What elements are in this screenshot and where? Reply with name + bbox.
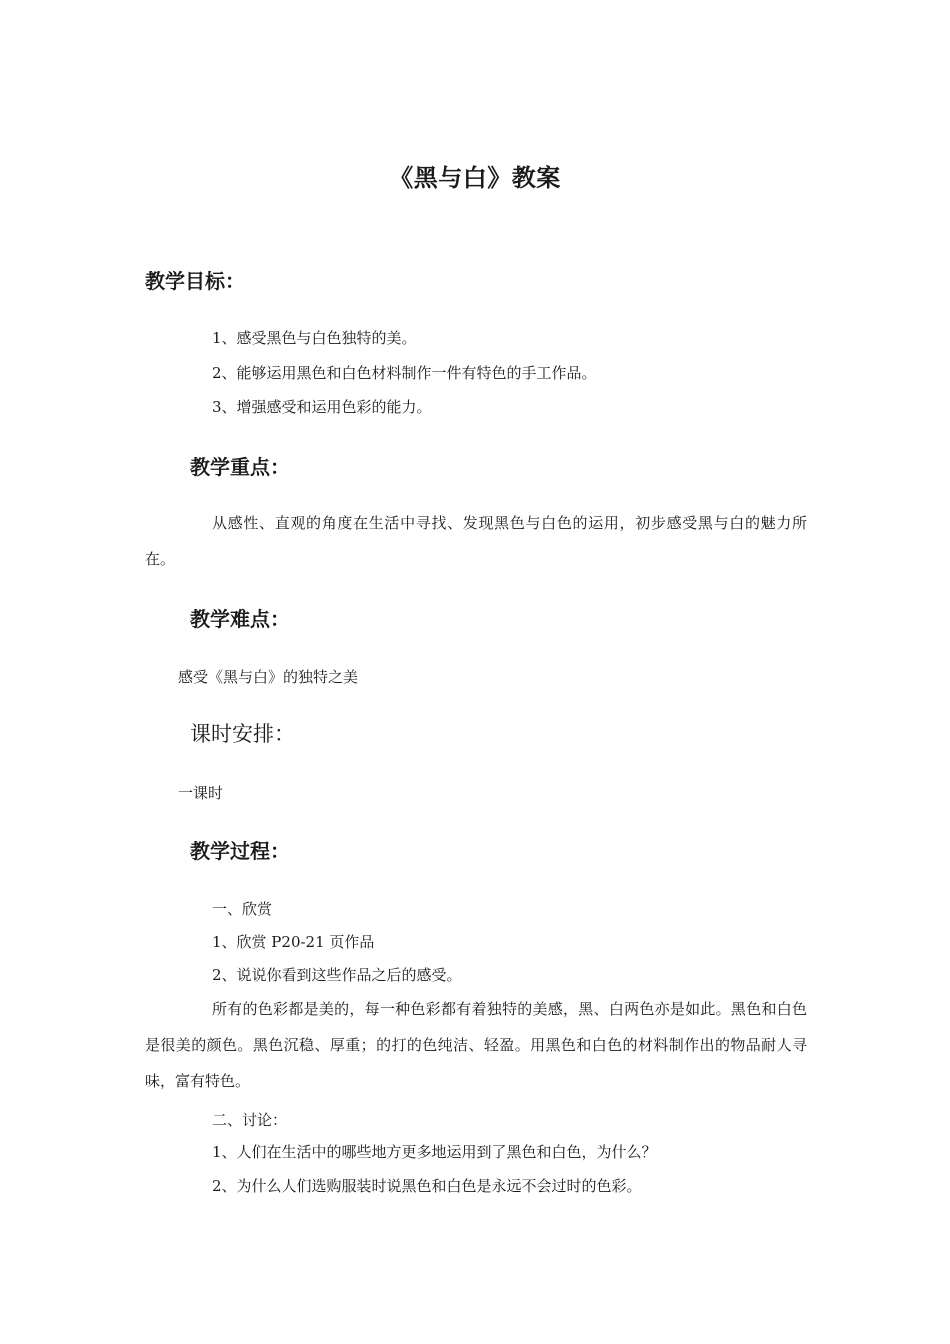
section1-item-2: 2、说说你看到这些作品之后的感受。: [212, 966, 462, 984]
objectives-heading: 教学目标：: [145, 269, 245, 293]
schedule-heading: 课时安排：: [190, 722, 295, 746]
section2-item-2: 2、为什么人们选购服装时说黑色和白色是永远不会过时的色彩。: [212, 1177, 642, 1195]
section1-item-1: 1、欣赏 P20-21 页作品: [212, 933, 375, 951]
schedule-text: 一课时: [178, 784, 224, 802]
key-points-text: 从感性、直观的角度在生活中寻找、发现黑色与白色的运用，初步感受黑与白的魅力所在。: [145, 514, 807, 568]
document-title: 《黑与白》教案: [389, 164, 561, 192]
objective-item-3: 3、增强感受和运用色彩的能力。: [212, 398, 432, 416]
objective-item-1: 1、感受黑色与白色独特的美。: [212, 329, 417, 347]
section1-paragraph: 所有的色彩都是美的，每一种色彩都有着独特的美感，黑、白两色亦是如此。黑色和白色是很美的颜色。黑色沉稳、厚重；的打的色纯洁、轻盈。用黑色和白色的材料制作出的物品耐人寻味，富有特色。: [145, 1000, 807, 1090]
objective-item-2: 2、能够运用黑色和白色材料制作一件有特色的手工作品。: [212, 364, 597, 382]
difficulties-heading: 教学难点：: [190, 607, 290, 631]
section1-title: 一、欣赏: [212, 900, 273, 918]
key-points-heading: 教学重点：: [190, 455, 290, 479]
section2-item-1: 1、人们在生活中的哪些地方更多地运用到了黑色和白色，为什么？: [212, 1143, 657, 1161]
process-heading: 教学过程：: [190, 839, 290, 863]
section2-title: 二、讨论：: [212, 1111, 288, 1129]
difficulties-text: 感受《黑与白》的独特之美: [178, 668, 359, 686]
